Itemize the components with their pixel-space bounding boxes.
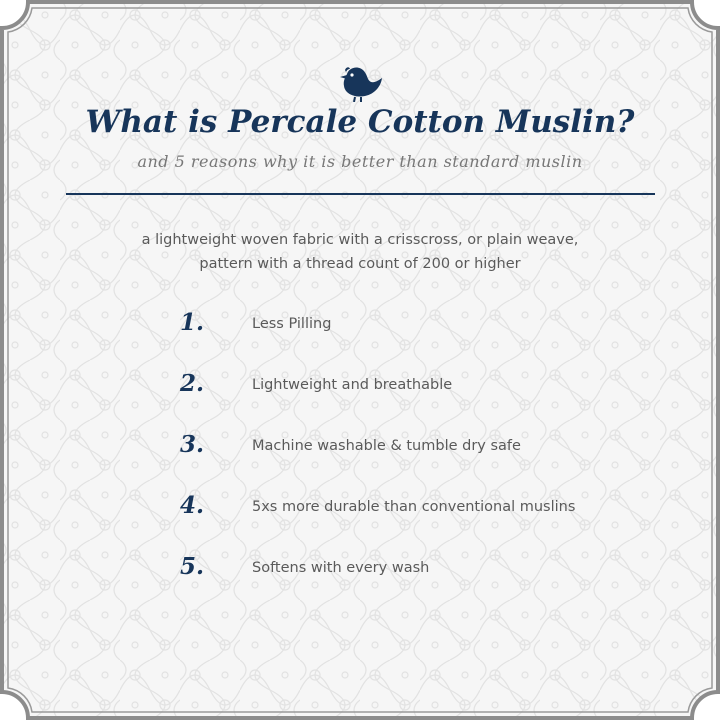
page-title: What is Percale Cotton Muslin? [85, 104, 635, 140]
divider [66, 193, 655, 195]
definition-text [0, 228, 720, 276]
definition-line-2: pattern with a thread count of 200 or higher [199, 256, 521, 272]
list-item [180, 492, 640, 532]
reason-text: 5xs more durable than conventional muslins [252, 499, 576, 515]
definition-line-1: a lightweight woven fabric with a crisscross, or plain weave, [141, 232, 579, 248]
list-item [180, 553, 640, 593]
reason-number: 2. [180, 370, 205, 397]
reason-number: 4. [180, 492, 205, 519]
reason-text: Lightweight and breathable [252, 377, 453, 393]
list-item [180, 370, 640, 410]
reason-text: Machine washable & tumble dry safe [252, 438, 521, 454]
reason-number: 3. [180, 431, 205, 458]
reason-text: Less Pilling [252, 316, 332, 332]
list-item [180, 431, 640, 471]
reason-number: 5. [180, 553, 205, 580]
reason-text: Softens with every wash [252, 560, 430, 576]
reason-number: 1. [180, 309, 205, 336]
page-subtitle: and 5 reasons why it is better than standard muslin [137, 152, 583, 171]
list-item [180, 309, 640, 349]
bird-icon [337, 64, 383, 102]
